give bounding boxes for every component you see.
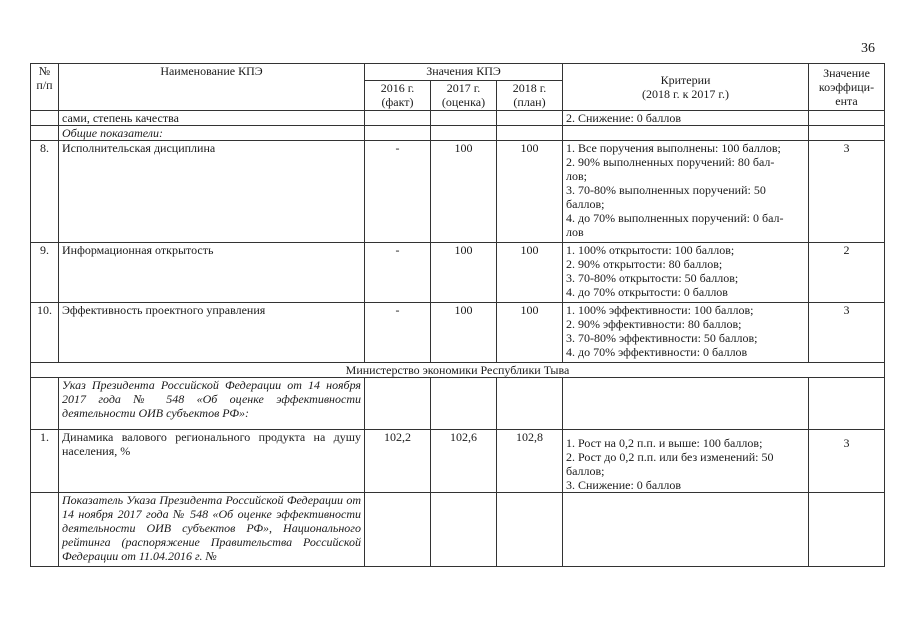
table-row — [31, 243, 885, 303]
row-criteria: 1. Рост на 0,2 п.п. и выше: 100 баллов; 2. Рост до 0,2 п.п. или без изменений: 50 баллов; 3. Снижение: 0 баллов — [563, 430, 809, 493]
row-num: 8. — [31, 141, 59, 243]
header-2017: 2017 г. (оценка) — [431, 81, 497, 111]
decree-indicator-heading: Показатель Указа Президента Российской Федерации от 14 ноября 2017 года № 548 «Об оценке эффективности деятельности ОИВ субъектов РФ», Национального рейтинга (распоряжение Правительства Российской Федерации от 11.04.2016 г. № — [59, 493, 365, 567]
row-2017: 100 — [431, 243, 497, 303]
row-coef: 3 — [809, 303, 885, 363]
header-2016: 2016 г. (факт) — [365, 81, 431, 111]
table-row — [31, 303, 885, 363]
row-num: 9. — [31, 243, 59, 303]
row-num: 10. — [31, 303, 59, 363]
row-criteria: 1. 100% эффективности: 100 баллов; 2. 90% эффективности: 80 баллов; 3. 70-80% эффективности: 50 баллов; 4. до 70% эффективности: 0 баллов — [563, 303, 809, 363]
row-name: сами, степень качества — [59, 111, 365, 126]
header-num: № п/п — [31, 64, 59, 111]
row-coef: 3 — [809, 141, 885, 243]
header-criteria: Критерии (2018 г. к 2017 г.) — [563, 64, 809, 111]
general-indicators-label: Общие показатели: — [59, 126, 365, 141]
row-name: Динамика валового регионального продукта на душу населения, % — [59, 430, 365, 493]
decree-heading: Указ Президента Российской Федерации от 14 ноября 2017 года № 548 «Об оценке эффективности деятельности ОИВ субъектов РФ»: — [59, 378, 365, 430]
ministry-section-title: Министерство экономики Республики Тыва — [31, 363, 885, 378]
row-num: 1. — [31, 430, 59, 493]
row-coef: 3 — [809, 430, 885, 493]
row-2018: 100 — [497, 141, 563, 243]
table-row — [31, 430, 885, 493]
row-criteria: 1. Все поручения выполнены: 100 баллов; 2. 90% выполненных поручений: 80 бал- лов; 3. 70-80% выполненных поручений: 50 баллов; 4. до 70% выполненных поручений: 0 бал- лов — [563, 141, 809, 243]
row-2016: - — [365, 303, 431, 363]
row-coef: 2 — [809, 243, 885, 303]
row-2017: 100 — [431, 303, 497, 363]
row-criteria: 2. Снижение: 0 баллов — [563, 111, 809, 126]
row-2018: 102,8 — [497, 430, 563, 493]
row-2018: 100 — [497, 303, 563, 363]
header-row-1 — [31, 64, 885, 81]
header-name: Наименование КПЭ — [59, 64, 365, 111]
row-2016: 102,2 — [365, 430, 431, 493]
table-row-general — [31, 126, 885, 141]
header-2018: 2018 г. (план) — [497, 81, 563, 111]
table-row — [31, 141, 885, 243]
row-criteria: 1. 100% открытости: 100 баллов; 2. 90% открытости: 80 баллов; 3. 70-80% открытости: 50 баллов; 4. до 70% открытости: 0 баллов — [563, 243, 809, 303]
header-values-group: Значения КПЭ — [365, 64, 563, 81]
row-name: Исполнительская дисциплина — [59, 141, 365, 243]
table-row-section — [31, 363, 885, 378]
row-2017: 102,6 — [431, 430, 497, 493]
kpe-table — [30, 63, 885, 567]
row-2016: - — [365, 243, 431, 303]
row-name: Эффективность проектного управления — [59, 303, 365, 363]
table-row-decree — [31, 378, 885, 430]
header-coef: Значение коэффици- ента — [809, 64, 885, 111]
page-number: 36 — [861, 41, 875, 56]
row-2018: 100 — [497, 243, 563, 303]
row-2017: 100 — [431, 141, 497, 243]
table-row-continued — [31, 111, 885, 126]
row-2016: - — [365, 141, 431, 243]
table-row-decree — [31, 493, 885, 567]
row-name: Информационная открытость — [59, 243, 365, 303]
